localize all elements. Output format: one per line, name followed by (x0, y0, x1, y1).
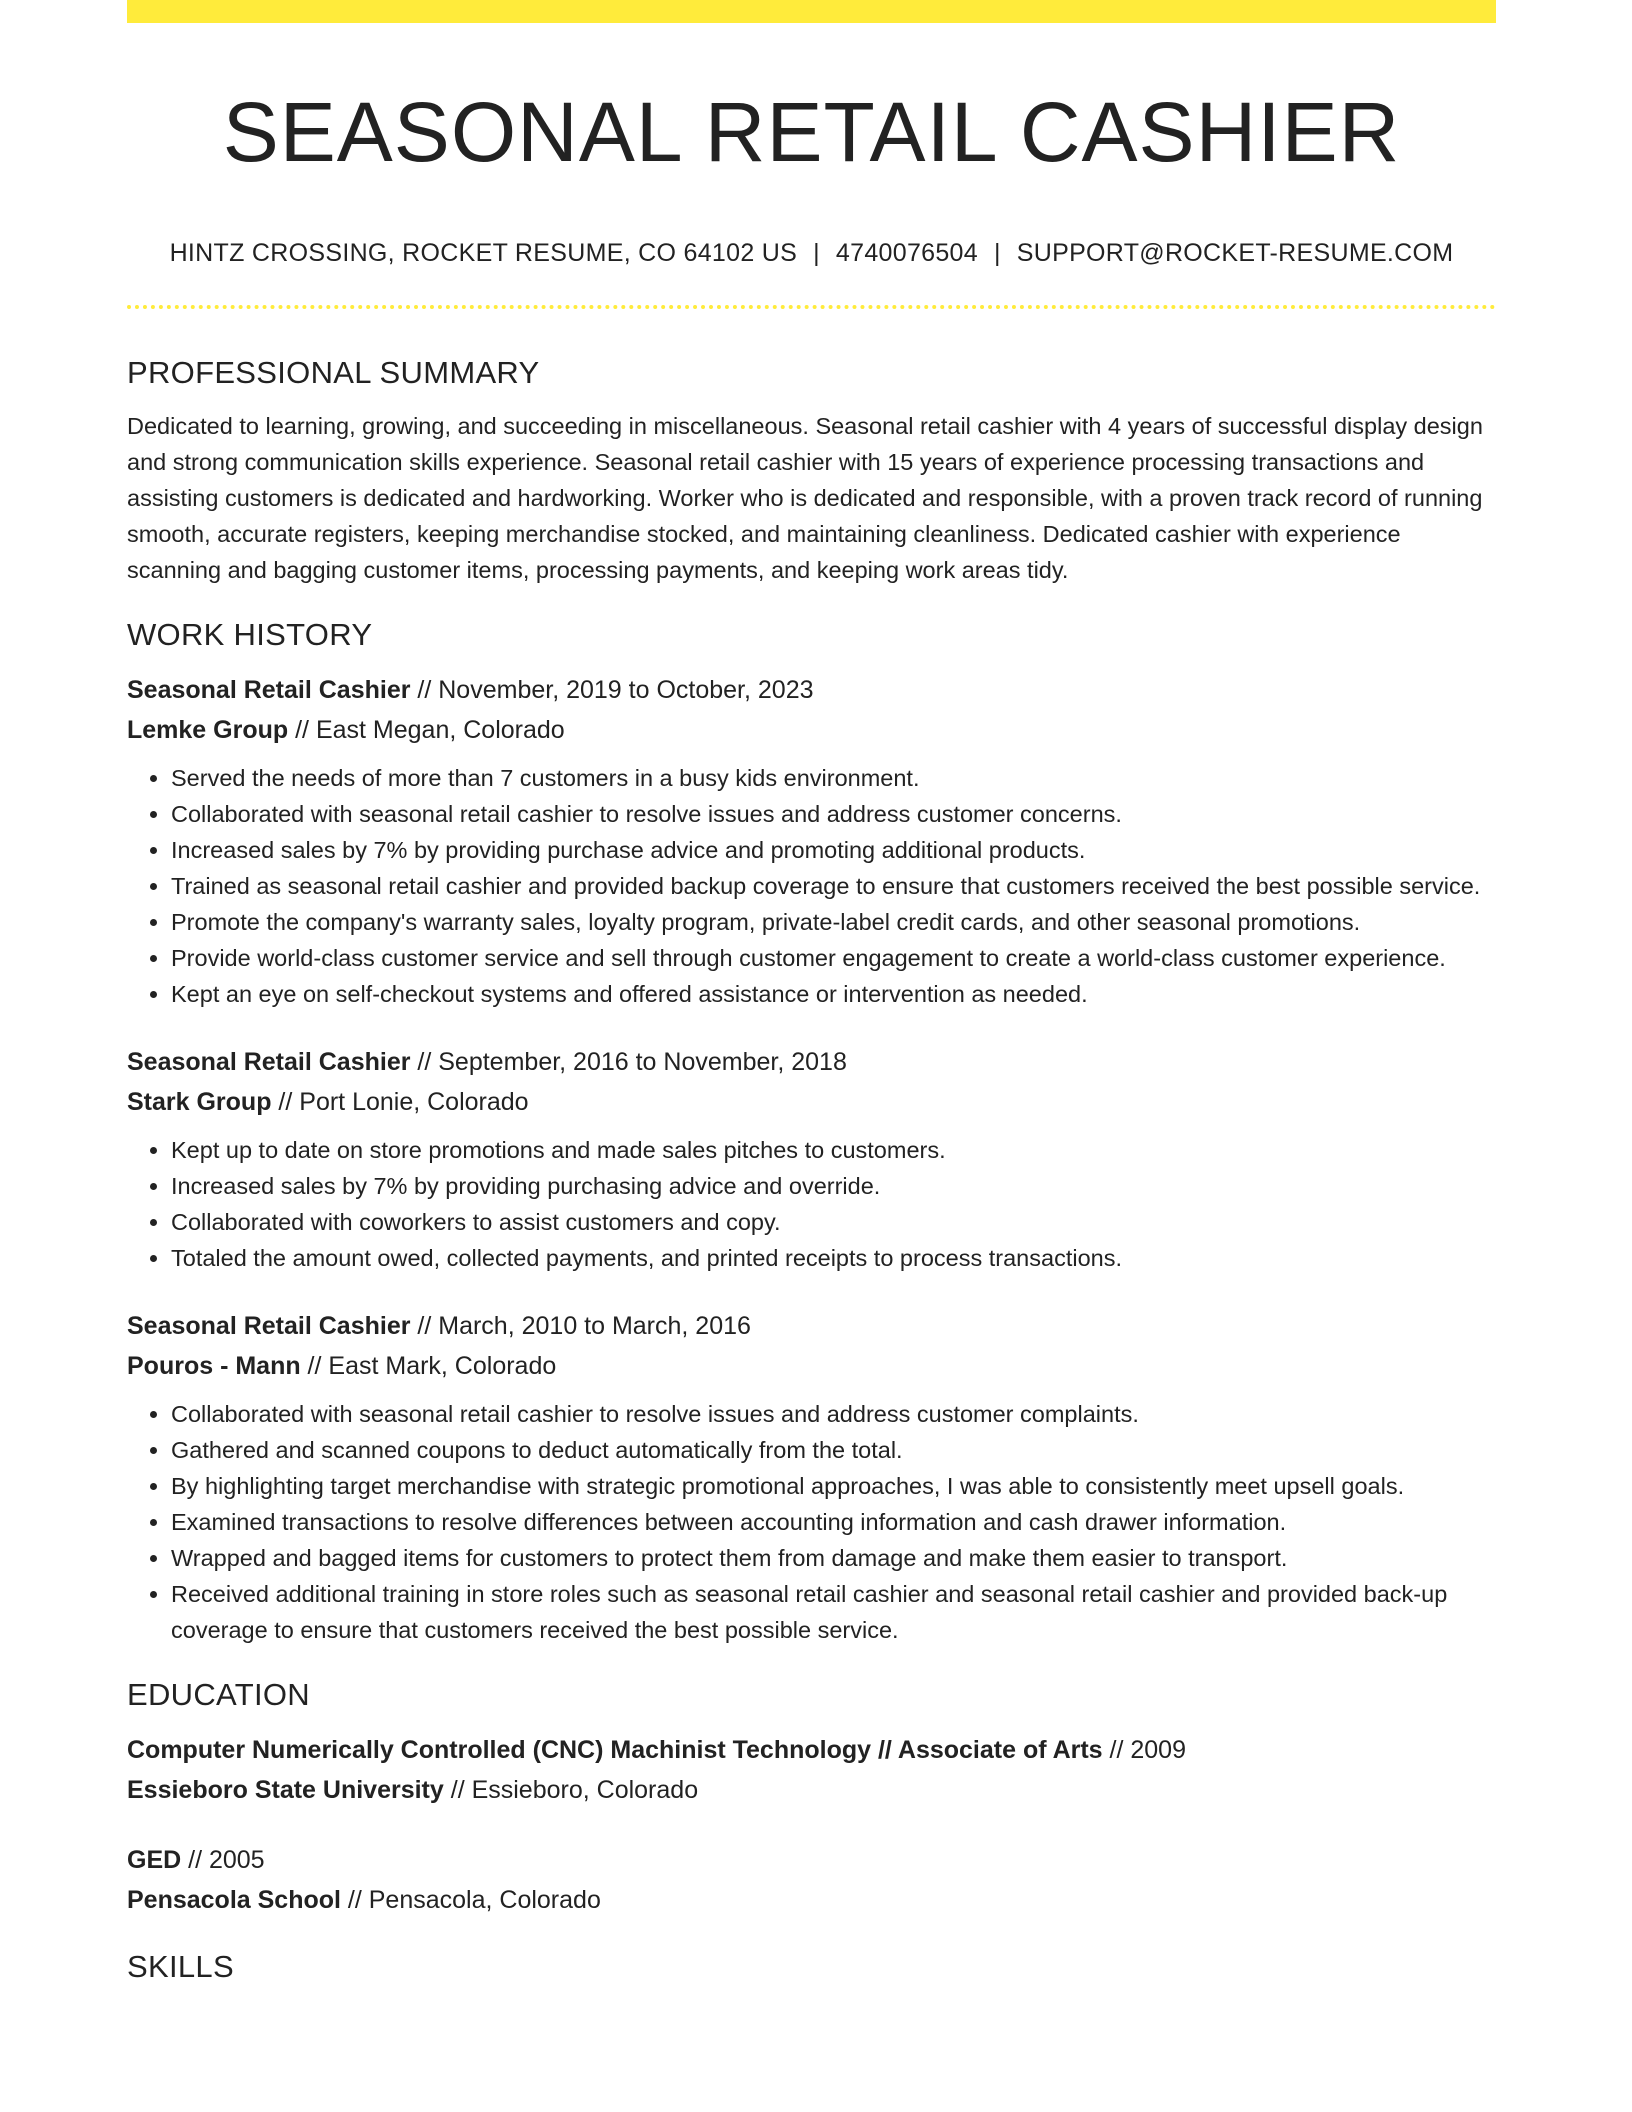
education-title: EDUCATION (127, 1677, 310, 1712)
contact-line (127, 236, 1496, 270)
job-company: Pouros - Mann (127, 1352, 301, 1380)
list-item: • Examined transactions to resolve differences between accounting information and cash drawer information. (171, 1504, 1496, 1540)
education-degree-line (127, 1730, 1496, 1770)
education-year: // 2005 (181, 1846, 265, 1874)
education-location: // Pensacola, Colorado (340, 1886, 601, 1914)
job-company: Stark Group (127, 1088, 272, 1116)
job-location: // East Megan, Colorado (288, 716, 565, 744)
job-entry (127, 1306, 1496, 1648)
job-entry (127, 1042, 1496, 1276)
skills-title: SKILLS (127, 1949, 234, 1984)
list-item: • Collaborated with seasonal retail cashier to resolve issues and address customer concerns. (171, 796, 1496, 832)
education-section (127, 1672, 1496, 1920)
job-bullets (127, 760, 1496, 1012)
job-bullets (127, 1396, 1496, 1648)
list-item: • Wrapped and bagged items for customers to protect them from damage and make them easier to transport. (171, 1540, 1496, 1576)
job-entry (127, 670, 1496, 1012)
contact-email: SUPPORT@ROCKET-RESUME.COM (1016, 239, 1454, 267)
job-role-line (127, 670, 1496, 710)
education-degree: Computer Numerically Controlled (CNC) Machinist Technology // Associate of Arts (127, 1736, 1103, 1764)
list-item: • Gathered and scanned coupons to deduct automatically from the total. (171, 1432, 1496, 1468)
resume-body (127, 350, 1496, 1990)
contact-address: HINTZ CROSSING, ROCKET RESUME, CO 64102 US (169, 239, 798, 267)
list-item: • Kept an eye on self-checkout systems and offered assistance or intervention as needed. (171, 976, 1496, 1012)
job-role: Seasonal Retail Cashier (127, 676, 411, 704)
list-item: • Promote the company's warranty sales, loyalty program, private-label credit cards, and other seasonal promotions. (171, 904, 1496, 940)
education-school: Essieboro State University (127, 1776, 444, 1804)
summary-section (127, 350, 1496, 588)
work-history-section (127, 612, 1496, 1648)
accent-top-bar (127, 0, 1496, 23)
contact-separator: | (813, 239, 820, 267)
summary-text: Dedicated to learning, growing, and succeeding in miscellaneous. Seasonal retail cashier with 4 years of successful display design and strong communication skills experience. Seasonal retail cashier with 15 years of experience processing transactions and assisting customers is dedicated and hardworking. Worker who is dedicated and responsible, with a proven track record of running smooth, accurate registers, keeping merchandise stocked, and maintaining cleanliness. Dedicated cashier with experience scanning and bagging customer items, processing payments, and keeping work areas tidy. (127, 413, 1483, 583)
education-degree-line (127, 1840, 1496, 1880)
list-item: • By highlighting target merchandise with strategic promotional approaches, I was able to consistently meet upsell goals. (171, 1468, 1496, 1504)
education-location: // Essieboro, Colorado (443, 1776, 699, 1804)
list-item: • Increased sales by 7% by providing purchase advice and promoting additional products. (171, 832, 1496, 868)
job-role-line (127, 1306, 1496, 1346)
contact-separator: | (993, 239, 1001, 267)
list-item: • Served the needs of more than 7 customers in a busy kids environment. (171, 760, 1496, 796)
list-item: • Collaborated with coworkers to assist customers and copy. (171, 1204, 1496, 1240)
job-company: Lemke Group (127, 716, 289, 744)
list-item: • Collaborated with seasonal retail cashier to resolve issues and address customer complaints. (171, 1396, 1496, 1432)
job-dates: // March, 2010 to March, 2016 (410, 1312, 751, 1340)
job-role: Seasonal Retail Cashier (127, 1048, 411, 1076)
education-degree: GED (127, 1846, 182, 1874)
education-school-line (127, 1880, 1496, 1920)
list-item: • Received additional training in store roles such as seasonal retail cashier and seasonal retail cashier and provided back-up coverage to ensure that customers received the best possible service. (171, 1576, 1496, 1648)
job-bullets (127, 1132, 1496, 1276)
contact-phone: 4740076504 (835, 239, 978, 267)
skills-section (127, 1944, 1496, 1990)
job-company-line (127, 1082, 1496, 1122)
job-dates: // September, 2016 to November, 2018 (410, 1048, 847, 1076)
education-school-line (127, 1770, 1496, 1810)
job-role: Seasonal Retail Cashier (127, 1312, 411, 1340)
education-school: Pensacola School (127, 1886, 341, 1914)
list-item: • Increased sales by 7% by providing purchasing advice and override. (171, 1168, 1496, 1204)
job-role-line (127, 1042, 1496, 1082)
job-location: // Port Lonie, Colorado (271, 1088, 529, 1116)
list-item: • Kept up to date on store promotions and made sales pitches to customers. (171, 1132, 1496, 1168)
education-year: // 2009 (1102, 1736, 1186, 1764)
dotted-divider (127, 305, 1496, 309)
work-history-title: WORK HISTORY (127, 617, 373, 652)
job-company-line (127, 710, 1496, 750)
job-dates: // November, 2019 to October, 2023 (410, 676, 814, 704)
job-company-line (127, 1346, 1496, 1386)
list-item: • Trained as seasonal retail cashier and provided backup coverage to ensure that customers received the best possible service. (171, 868, 1496, 904)
education-entry (127, 1730, 1496, 1810)
job-location: // East Mark, Colorado (300, 1352, 557, 1380)
list-item: • Totaled the amount owed, collected payments, and printed receipts to process transactions. (171, 1240, 1496, 1276)
resume-name: SEASONAL RETAIL CASHIER (222, 85, 1401, 179)
summary-title: PROFESSIONAL SUMMARY (127, 355, 540, 390)
education-entry (127, 1840, 1496, 1920)
list-item: • Provide world-class customer service and sell through customer engagement to create a world-class customer experience. (171, 940, 1496, 976)
